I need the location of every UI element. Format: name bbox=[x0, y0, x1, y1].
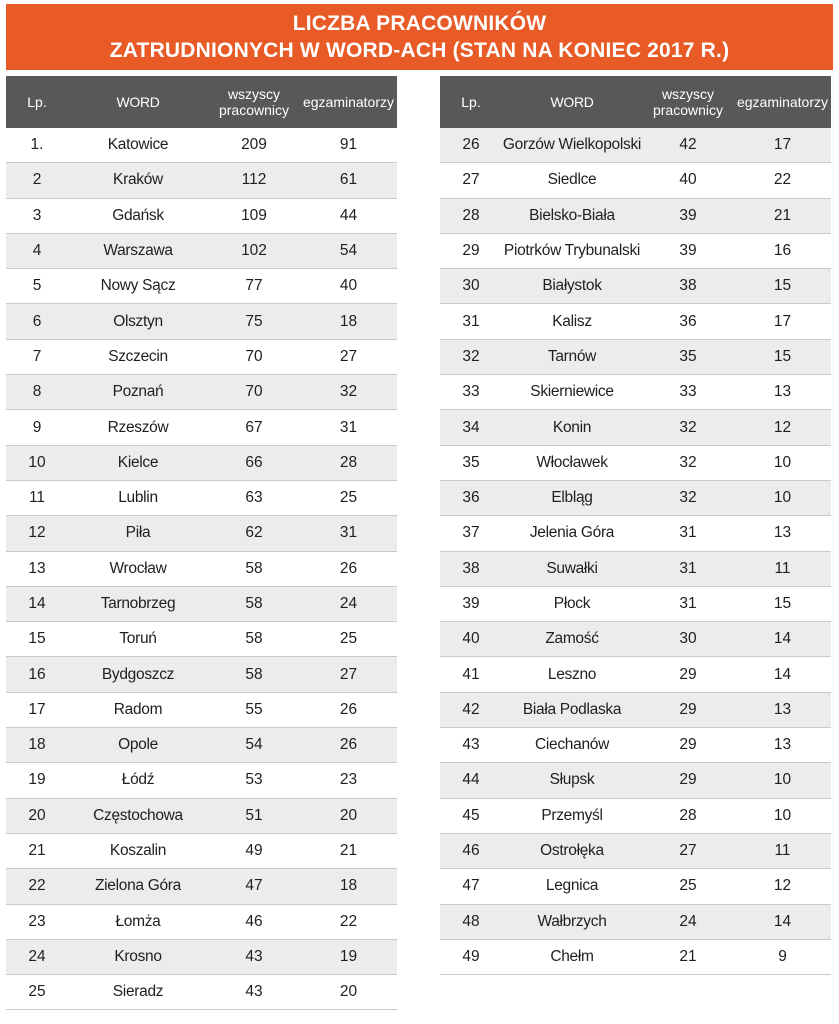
cell-examiners: 15 bbox=[773, 277, 792, 295]
table-row bbox=[6, 693, 397, 728]
cell-lp: 19 bbox=[28, 771, 46, 789]
cell-lp: 16 bbox=[28, 665, 46, 683]
cell-word: Słupsk bbox=[549, 771, 595, 789]
cell-examiners: 25 bbox=[339, 489, 358, 507]
cell-lp: 36 bbox=[462, 489, 480, 507]
cell-examiners: 13 bbox=[773, 700, 792, 718]
cell-word: Łomża bbox=[115, 912, 161, 930]
cell-all-employees: 35 bbox=[679, 347, 697, 365]
cell-examiners: 54 bbox=[339, 242, 358, 260]
cell-lp: 3 bbox=[32, 206, 42, 224]
table-left bbox=[6, 76, 397, 1010]
cell-examiners: 20 bbox=[339, 806, 358, 824]
table-row bbox=[6, 763, 397, 798]
cell-examiners: 12 bbox=[773, 877, 792, 895]
table-row bbox=[440, 199, 831, 234]
cell-lp: 4 bbox=[32, 242, 42, 260]
cell-word: Białystok bbox=[542, 277, 602, 295]
table-row bbox=[6, 975, 397, 1010]
table-row bbox=[440, 269, 831, 304]
cell-word: Zielona Góra bbox=[94, 877, 181, 895]
table-row bbox=[6, 869, 397, 904]
cell-all-employees: 30 bbox=[679, 630, 697, 648]
table-header bbox=[440, 76, 831, 128]
cell-all-employees: 25 bbox=[679, 877, 697, 895]
table-row bbox=[6, 304, 397, 339]
title-line-2: ZATRUDNIONYCH W WORD-ACH (STAN NA KONIEC 2017 R.) bbox=[109, 39, 730, 62]
table-row bbox=[440, 375, 831, 410]
cell-lp: 41 bbox=[462, 665, 480, 683]
cell-all-employees: 39 bbox=[679, 206, 697, 224]
cell-lp: 11 bbox=[28, 489, 46, 507]
cell-lp: 21 bbox=[28, 842, 46, 860]
cell-lp: 42 bbox=[462, 700, 480, 718]
cell-word: Siedlce bbox=[547, 171, 597, 189]
cell-lp: 28 bbox=[462, 206, 480, 224]
cell-examiners: 25 bbox=[339, 630, 358, 648]
cell-all-employees: 40 bbox=[679, 171, 697, 189]
header-all-employees bbox=[208, 86, 300, 118]
cell-all-employees: 58 bbox=[245, 665, 263, 683]
cell-all-employees: 29 bbox=[679, 665, 697, 683]
cell-all-employees: 36 bbox=[679, 312, 697, 330]
table-row bbox=[6, 799, 397, 834]
cell-examiners: 13 bbox=[773, 383, 792, 401]
table-row bbox=[440, 905, 831, 940]
cell-word: Szczecin bbox=[108, 347, 168, 365]
cell-all-employees: 32 bbox=[679, 489, 697, 507]
cell-examiners: 31 bbox=[339, 418, 358, 436]
cell-lp: 43 bbox=[462, 736, 480, 754]
cell-examiners: 27 bbox=[339, 347, 358, 365]
cell-word: Elbląg bbox=[551, 489, 593, 507]
cell-word: Rzeszów bbox=[107, 418, 169, 436]
table-row bbox=[6, 340, 397, 375]
cell-examiners: 26 bbox=[339, 736, 358, 754]
cell-lp: 40 bbox=[462, 630, 480, 648]
table-row bbox=[440, 446, 831, 481]
header-all-line-2: pracownicy bbox=[218, 102, 290, 118]
cell-examiners: 13 bbox=[773, 524, 792, 542]
cell-lp: 39 bbox=[462, 595, 480, 612]
cell-all-employees: 55 bbox=[245, 700, 263, 718]
cell-examiners: 31 bbox=[339, 524, 358, 542]
cell-word: Biała Podlaska bbox=[522, 700, 622, 718]
cell-all-employees: 53 bbox=[245, 771, 263, 789]
cell-examiners: 24 bbox=[339, 595, 358, 612]
cell-word: Wałbrzych bbox=[537, 912, 607, 930]
table-row bbox=[6, 516, 397, 551]
cell-examiners: 22 bbox=[339, 912, 358, 930]
cell-lp: 17 bbox=[28, 700, 46, 718]
table-body bbox=[6, 128, 397, 1010]
header-word: WORD bbox=[550, 94, 594, 110]
cell-examiners: 16 bbox=[773, 242, 792, 260]
table-row bbox=[6, 587, 397, 622]
table-row bbox=[440, 304, 831, 339]
header-all-line-1: wszyscy bbox=[661, 86, 715, 102]
table-row bbox=[6, 622, 397, 657]
table-row bbox=[6, 481, 397, 516]
cell-examiners: 20 bbox=[339, 983, 358, 1001]
cell-lp: 8 bbox=[32, 383, 42, 401]
header-all-line-2: pracownicy bbox=[652, 102, 724, 118]
table-row bbox=[440, 728, 831, 763]
cell-word: Gorzów Wielkopolski bbox=[502, 136, 642, 154]
cell-word: Wrocław bbox=[109, 559, 167, 577]
table-row bbox=[440, 410, 831, 445]
table-row bbox=[440, 587, 831, 622]
cell-word: Łódź bbox=[121, 771, 155, 789]
cell-all-employees: 58 bbox=[245, 595, 263, 612]
cell-examiners: 91 bbox=[339, 136, 358, 154]
cell-all-employees: 27 bbox=[679, 842, 697, 860]
cell-examiners: 19 bbox=[339, 947, 358, 965]
cell-examiners: 27 bbox=[339, 665, 358, 683]
cell-word: Olsztyn bbox=[113, 312, 163, 330]
cell-all-employees: 28 bbox=[679, 806, 697, 824]
cell-word: Włocławek bbox=[536, 453, 608, 471]
cell-lp: 29 bbox=[462, 242, 480, 260]
header-lp: Lp. bbox=[461, 94, 481, 110]
cell-all-employees: 62 bbox=[245, 524, 263, 542]
cell-all-employees: 109 bbox=[241, 206, 267, 224]
cell-lp: 5 bbox=[32, 277, 42, 295]
cell-all-employees: 102 bbox=[241, 242, 267, 260]
cell-word: Tarnobrzeg bbox=[100, 595, 176, 612]
header-examiners: egzaminatorzy bbox=[736, 94, 829, 110]
cell-word: Chełm bbox=[550, 947, 594, 965]
cell-all-employees: 32 bbox=[679, 453, 697, 471]
cell-examiners: 14 bbox=[773, 630, 792, 648]
cell-examiners: 32 bbox=[339, 383, 358, 401]
cell-examiners: 15 bbox=[773, 347, 792, 365]
table-row bbox=[440, 234, 831, 269]
cell-examiners: 11 bbox=[774, 559, 791, 577]
cell-all-employees: 29 bbox=[679, 771, 697, 789]
header-all-line-1: wszyscy bbox=[227, 86, 281, 102]
cell-examiners: 44 bbox=[339, 206, 358, 224]
cell-examiners: 18 bbox=[339, 312, 358, 330]
cell-examiners: 10 bbox=[773, 806, 792, 824]
cell-all-employees: 32 bbox=[679, 418, 697, 436]
table-row bbox=[6, 375, 397, 410]
cell-lp: 32 bbox=[462, 347, 480, 365]
cell-lp: 15 bbox=[28, 630, 46, 648]
table-row bbox=[6, 657, 397, 692]
table-row bbox=[6, 552, 397, 587]
cell-lp: 2 bbox=[32, 171, 42, 189]
cell-word: Lublin bbox=[118, 489, 158, 507]
cell-word: Kielce bbox=[117, 453, 159, 471]
cell-all-employees: 112 bbox=[241, 171, 267, 189]
cell-all-employees: 46 bbox=[245, 912, 263, 930]
cell-lp: 1. bbox=[30, 136, 44, 154]
cell-lp: 24 bbox=[28, 947, 46, 965]
cell-word: Koszalin bbox=[109, 842, 167, 860]
cell-word: Skierniewice bbox=[530, 383, 614, 401]
cell-word: Katowice bbox=[107, 136, 169, 154]
cell-word: Ciechanów bbox=[535, 736, 609, 754]
cell-all-employees: 43 bbox=[245, 947, 263, 965]
cell-all-employees: 29 bbox=[679, 736, 697, 754]
cell-all-employees: 67 bbox=[245, 418, 263, 436]
cell-examiners: 22 bbox=[773, 171, 792, 189]
cell-all-employees: 21 bbox=[679, 947, 697, 965]
cell-word: Gdańsk bbox=[112, 206, 164, 224]
cell-word: Kalisz bbox=[552, 312, 592, 330]
cell-all-employees: 70 bbox=[245, 383, 263, 401]
cell-lp: 45 bbox=[462, 806, 480, 824]
cell-all-employees: 51 bbox=[245, 806, 263, 824]
table-row bbox=[440, 763, 831, 798]
cell-all-employees: 31 bbox=[679, 595, 697, 612]
cell-word: Suwałki bbox=[546, 559, 598, 577]
cell-word: Bielsko-Biała bbox=[529, 206, 615, 224]
cell-examiners: 17 bbox=[773, 312, 792, 330]
cell-word: Warszawa bbox=[103, 242, 173, 260]
cell-word: Przemyśl bbox=[541, 806, 603, 824]
cell-lp: 48 bbox=[462, 912, 480, 930]
cell-all-employees: 58 bbox=[245, 630, 263, 648]
table-row bbox=[440, 552, 831, 587]
table-right bbox=[440, 76, 831, 975]
cell-examiners: 23 bbox=[339, 771, 358, 789]
cell-lp: 34 bbox=[462, 418, 480, 436]
table-row bbox=[440, 163, 831, 198]
table-row bbox=[440, 834, 831, 869]
cell-word: Ostrołęka bbox=[540, 842, 604, 860]
cell-word: Piotrków Trybunalski bbox=[503, 242, 641, 260]
cell-lp: 35 bbox=[462, 453, 480, 471]
header-word: WORD bbox=[116, 94, 160, 110]
table-row bbox=[6, 234, 397, 269]
cell-examiners: 26 bbox=[339, 700, 358, 718]
cell-word: Legnica bbox=[545, 877, 599, 895]
cell-examiners: 61 bbox=[339, 171, 358, 189]
cell-lp: 47 bbox=[462, 877, 480, 895]
cell-all-employees: 29 bbox=[679, 700, 697, 718]
cell-lp: 23 bbox=[28, 912, 46, 930]
table-body bbox=[440, 128, 831, 975]
cell-word: Toruń bbox=[119, 630, 157, 648]
cell-examiners: 10 bbox=[773, 489, 792, 507]
cell-word: Sieradz bbox=[112, 983, 164, 1001]
cell-all-employees: 77 bbox=[245, 277, 263, 295]
cell-word: Nowy Sącz bbox=[100, 277, 176, 295]
cell-lp: 18 bbox=[28, 736, 46, 754]
cell-examiners: 17 bbox=[773, 136, 792, 154]
cell-lp: 46 bbox=[462, 842, 480, 860]
cell-examiners: 10 bbox=[773, 453, 792, 471]
cell-all-employees: 42 bbox=[679, 136, 697, 154]
cell-lp: 30 bbox=[462, 277, 480, 295]
table-row bbox=[440, 940, 831, 975]
cell-all-employees: 63 bbox=[245, 489, 263, 507]
cell-lp: 44 bbox=[462, 771, 480, 789]
cell-examiners: 21 bbox=[339, 842, 358, 860]
table-row bbox=[440, 622, 831, 657]
cell-word: Piła bbox=[125, 524, 151, 542]
cell-examiners: 21 bbox=[773, 206, 792, 224]
cell-word: Zamość bbox=[545, 630, 599, 648]
table-row bbox=[440, 657, 831, 692]
cell-examiners: 12 bbox=[773, 418, 792, 436]
cell-word: Kraków bbox=[113, 171, 163, 189]
table-row bbox=[6, 163, 397, 198]
cell-all-employees: 54 bbox=[245, 736, 263, 754]
cell-examiners: 26 bbox=[339, 559, 358, 577]
cell-examiners: 11 bbox=[774, 842, 791, 860]
cell-all-employees: 209 bbox=[241, 136, 267, 154]
cell-lp: 12 bbox=[28, 524, 46, 542]
cell-lp: 27 bbox=[462, 171, 480, 189]
cell-examiners: 10 bbox=[773, 771, 792, 789]
cell-all-employees: 47 bbox=[245, 877, 263, 895]
cell-word: Jelenia Góra bbox=[529, 524, 615, 542]
table-row bbox=[440, 340, 831, 375]
cell-examiners: 9 bbox=[778, 947, 787, 965]
cell-all-employees: 43 bbox=[245, 983, 263, 1001]
cell-word: Tarnów bbox=[547, 347, 597, 365]
table-row bbox=[440, 693, 831, 728]
cell-lp: 26 bbox=[462, 136, 480, 154]
cell-word: Bydgoszcz bbox=[101, 665, 175, 683]
table-row bbox=[6, 446, 397, 481]
cell-word: Krosno bbox=[114, 947, 162, 965]
table-row bbox=[6, 410, 397, 445]
cell-word: Leszno bbox=[547, 665, 597, 683]
table-row bbox=[6, 269, 397, 304]
header-examiners: egzaminatorzy bbox=[302, 94, 395, 110]
cell-examiners: 28 bbox=[339, 453, 358, 471]
title-banner bbox=[6, 4, 833, 70]
cell-lp: 10 bbox=[28, 453, 46, 471]
cell-lp: 38 bbox=[462, 559, 480, 577]
cell-word: Radom bbox=[113, 700, 163, 718]
cell-lp: 14 bbox=[28, 595, 46, 612]
cell-all-employees: 75 bbox=[245, 312, 263, 330]
cell-examiners: 15 bbox=[773, 595, 792, 612]
cell-lp: 49 bbox=[462, 947, 480, 965]
cell-lp: 7 bbox=[32, 347, 42, 365]
cell-all-employees: 24 bbox=[679, 912, 697, 930]
table-row bbox=[6, 728, 397, 763]
cell-lp: 31 bbox=[462, 312, 480, 330]
cell-word: Konin bbox=[552, 418, 592, 436]
cell-lp: 6 bbox=[32, 312, 42, 330]
table-row bbox=[6, 905, 397, 940]
cell-all-employees: 49 bbox=[245, 842, 263, 860]
cell-examiners: 18 bbox=[339, 877, 358, 895]
table-row bbox=[440, 799, 831, 834]
cell-all-employees: 70 bbox=[245, 347, 263, 365]
cell-all-employees: 31 bbox=[679, 559, 697, 577]
cell-lp: 13 bbox=[28, 559, 46, 577]
cell-all-employees: 39 bbox=[679, 242, 697, 260]
cell-lp: 20 bbox=[28, 806, 46, 824]
table-row bbox=[440, 869, 831, 904]
cell-word: Częstochowa bbox=[93, 806, 183, 824]
table-row bbox=[6, 199, 397, 234]
cell-lp: 37 bbox=[462, 524, 480, 542]
table-row bbox=[6, 940, 397, 975]
cell-examiners: 13 bbox=[773, 736, 792, 754]
cell-all-employees: 31 bbox=[679, 524, 697, 542]
cell-word: Płock bbox=[553, 595, 591, 612]
table-header bbox=[6, 76, 397, 128]
table-row bbox=[440, 516, 831, 551]
cell-lp: 22 bbox=[28, 877, 46, 895]
table-row bbox=[440, 128, 831, 163]
cell-all-employees: 33 bbox=[679, 383, 697, 401]
header-lp: Lp. bbox=[27, 94, 47, 110]
cell-all-employees: 38 bbox=[679, 277, 697, 295]
cell-all-employees: 66 bbox=[245, 453, 263, 471]
title-line-1: LICZBA PRACOWNIKÓW bbox=[292, 12, 547, 35]
cell-lp: 9 bbox=[32, 418, 42, 436]
header-all-employees bbox=[642, 86, 734, 118]
cell-examiners: 14 bbox=[773, 912, 792, 930]
table-row bbox=[6, 128, 397, 163]
cell-word: Opole bbox=[118, 736, 158, 754]
cell-lp: 25 bbox=[28, 983, 46, 1001]
table-row bbox=[6, 834, 397, 869]
cell-examiners: 40 bbox=[339, 277, 358, 295]
cell-word: Poznań bbox=[112, 383, 164, 401]
cell-lp: 33 bbox=[462, 383, 480, 401]
table-row bbox=[440, 481, 831, 516]
cell-all-employees: 58 bbox=[245, 559, 263, 577]
cell-examiners: 14 bbox=[773, 665, 792, 683]
